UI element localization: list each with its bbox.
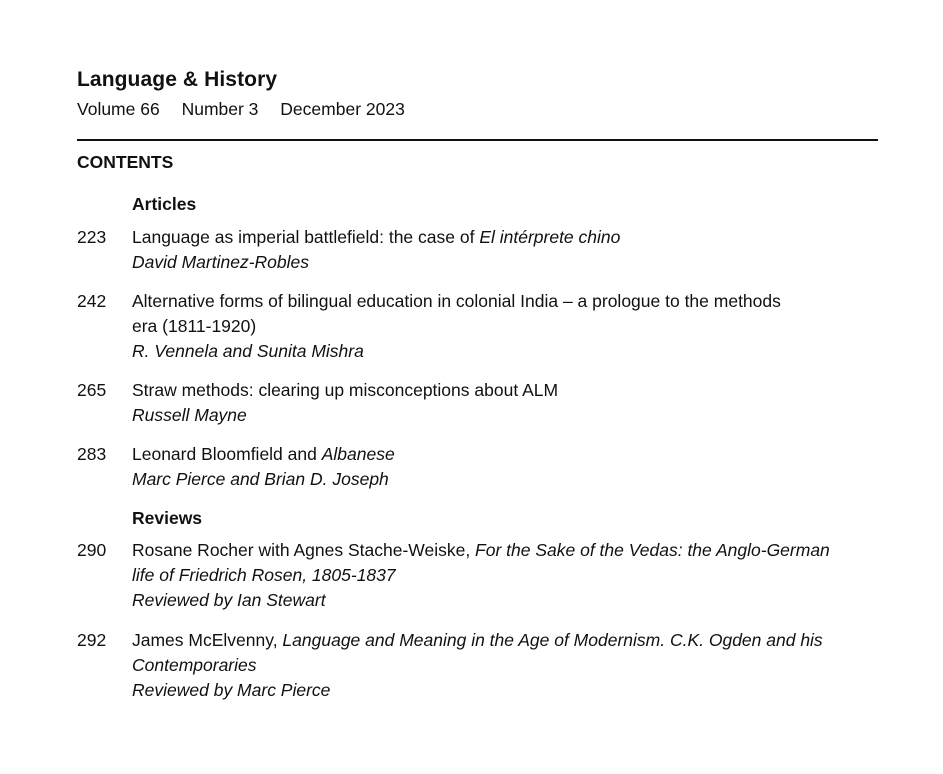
article-author: Marc Pierce and Brian D. Joseph [132, 469, 389, 489]
article-author: R. Vennela and Sunita Mishra [132, 341, 364, 361]
article-entry [77, 442, 887, 492]
article-entry [77, 378, 887, 428]
articles-heading: Articles [132, 194, 197, 214]
reviewer: Reviewed by Ian Stewart [132, 590, 326, 610]
article-title-line-2: era (1811-1920) [132, 316, 257, 336]
reviews-heading: Reviews [132, 508, 203, 528]
review-title-line-1: James McElvenny, Language and Meaning in the Age of Modernism. C.K. Ogden and his [132, 630, 823, 650]
page-number: 223 [77, 227, 107, 247]
issue-info [77, 99, 422, 120]
article-entry [77, 289, 887, 364]
journal-title: Language & History [77, 68, 278, 91]
article-author: Russell Mayne [132, 405, 247, 425]
reviewer: Reviewed by Marc Pierce [132, 680, 331, 700]
header-divider [77, 139, 878, 141]
issue-number: Number 3 [181, 99, 259, 119]
page-number: 242 [77, 291, 107, 311]
page-number: 292 [77, 630, 107, 650]
review-title-line-2: Contemporaries [132, 655, 257, 675]
page-number: 290 [77, 540, 107, 560]
volume: Volume 66 [77, 99, 160, 119]
review-entry [77, 628, 887, 703]
issue-date: December 2023 [280, 99, 405, 119]
article-title: Straw methods: clearing up misconceptions about ALM [132, 380, 559, 400]
article-author: David Martinez-Robles [132, 252, 310, 272]
article-entry [77, 225, 887, 275]
article-title: Language as imperial battlefield: the case of El intérprete chino [132, 227, 621, 247]
page-number: 283 [77, 444, 107, 464]
article-title: Leonard Bloomfield and Albanese [132, 444, 395, 464]
contents-heading: CONTENTS [77, 152, 174, 172]
article-title-line-1: Alternative forms of bilingual education in colonial India – a prologue to the methods [132, 291, 781, 311]
page-number: 265 [77, 380, 107, 400]
review-title-line-1: Rosane Rocher with Agnes Stache-Weiske, For the Sake of the Vedas: the Anglo-German [132, 540, 830, 560]
review-entry [77, 538, 887, 613]
review-title-line-2: life of Friedrich Rosen, 1805-1837 [132, 565, 396, 585]
